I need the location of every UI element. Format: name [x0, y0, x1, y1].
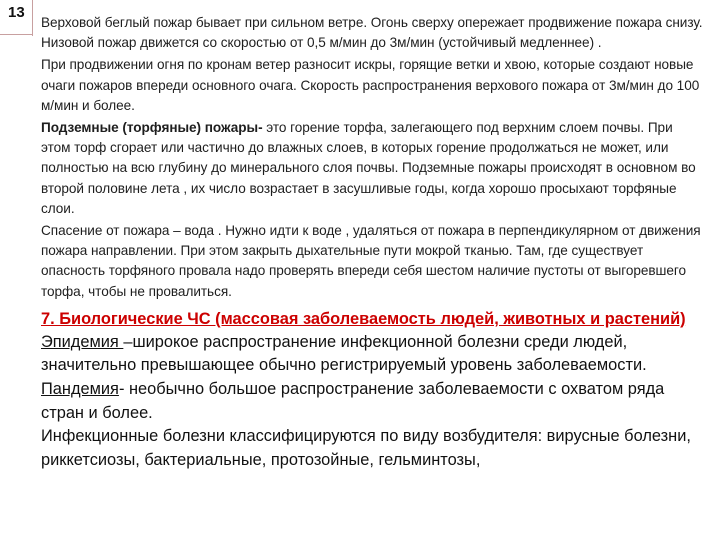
epidemic-term: Эпидемия [41, 332, 124, 351]
pandemic-definition [41, 378, 705, 425]
classification-paragraph: Инфекционные болезни классифицируются по виду возбудителя: вирусные болезни, риккетсиозы, бактериальные, протозойные, гельминтозы, [41, 427, 691, 469]
section-heading: 7. Биологические ЧС (массовая заболеваемость людей, животных и растений) [41, 309, 686, 328]
slide-number: 13 [8, 4, 25, 21]
epidemic-definition [41, 331, 705, 378]
pandemic-term: Пандемия [41, 380, 119, 399]
peat-fire-paragraph [41, 118, 705, 219]
corner-divider-horizontal [0, 34, 33, 35]
pandemic-text: - необычно большое распространение заболеваемости с охватом ряда стран и более. [41, 380, 665, 422]
crown-fire-paragraph: Верховой беглый пожар бывает при сильном ветре. Огонь сверху опережает продвижение пожара снизу. Низовой пожар движется со скоростью от 0,5 м/мин до 3м/мин (устойчивый медленнее) . [41, 15, 703, 51]
slide-content [41, 13, 705, 472]
fire-rescue-paragraph: Спасение от пожара – вода . Нужно идти к воде , удаляться от пожара в перпендикулярном от движения пожара направлении. При этом закрыть дыхательные пути мокрой тканью. Там, где существует опасность торфяного провала надо проверять впереди себя шестом наличие пустоты от выгоревшего торфа, чтобы не провалиться. [41, 223, 701, 299]
peat-fire-term: Подземные (торфяные) пожары- [41, 120, 263, 136]
corner-divider-vertical [32, 0, 33, 36]
epidemic-text: –широкое распространение инфекционной болезни среди людей, значительно превышающее обычно регистрируемый уровень заболеваемости. [41, 332, 647, 375]
fire-spread-paragraph: При продвижении огня по кронам ветер разносит искры, горящие ветки и хвою, которые создают новые очаги пожаров впереди основного очага. Скорость распространения верхового пожара от 3м/мин до 100 м/мин и более. [41, 57, 700, 113]
peat-fire-definition: это горение торфа, залегающего под верхним слоем почвы. При этом торф сгорает или частично до влажных слоев, в которых горение продолжаться не может, или полностью на всю глубину до минерального слоя почвы. Подземные пожары происходят в основном во второй половине лета , их число возрастает в засушливые годы, когда хорошо просыхают торфяные слои. [41, 120, 696, 216]
